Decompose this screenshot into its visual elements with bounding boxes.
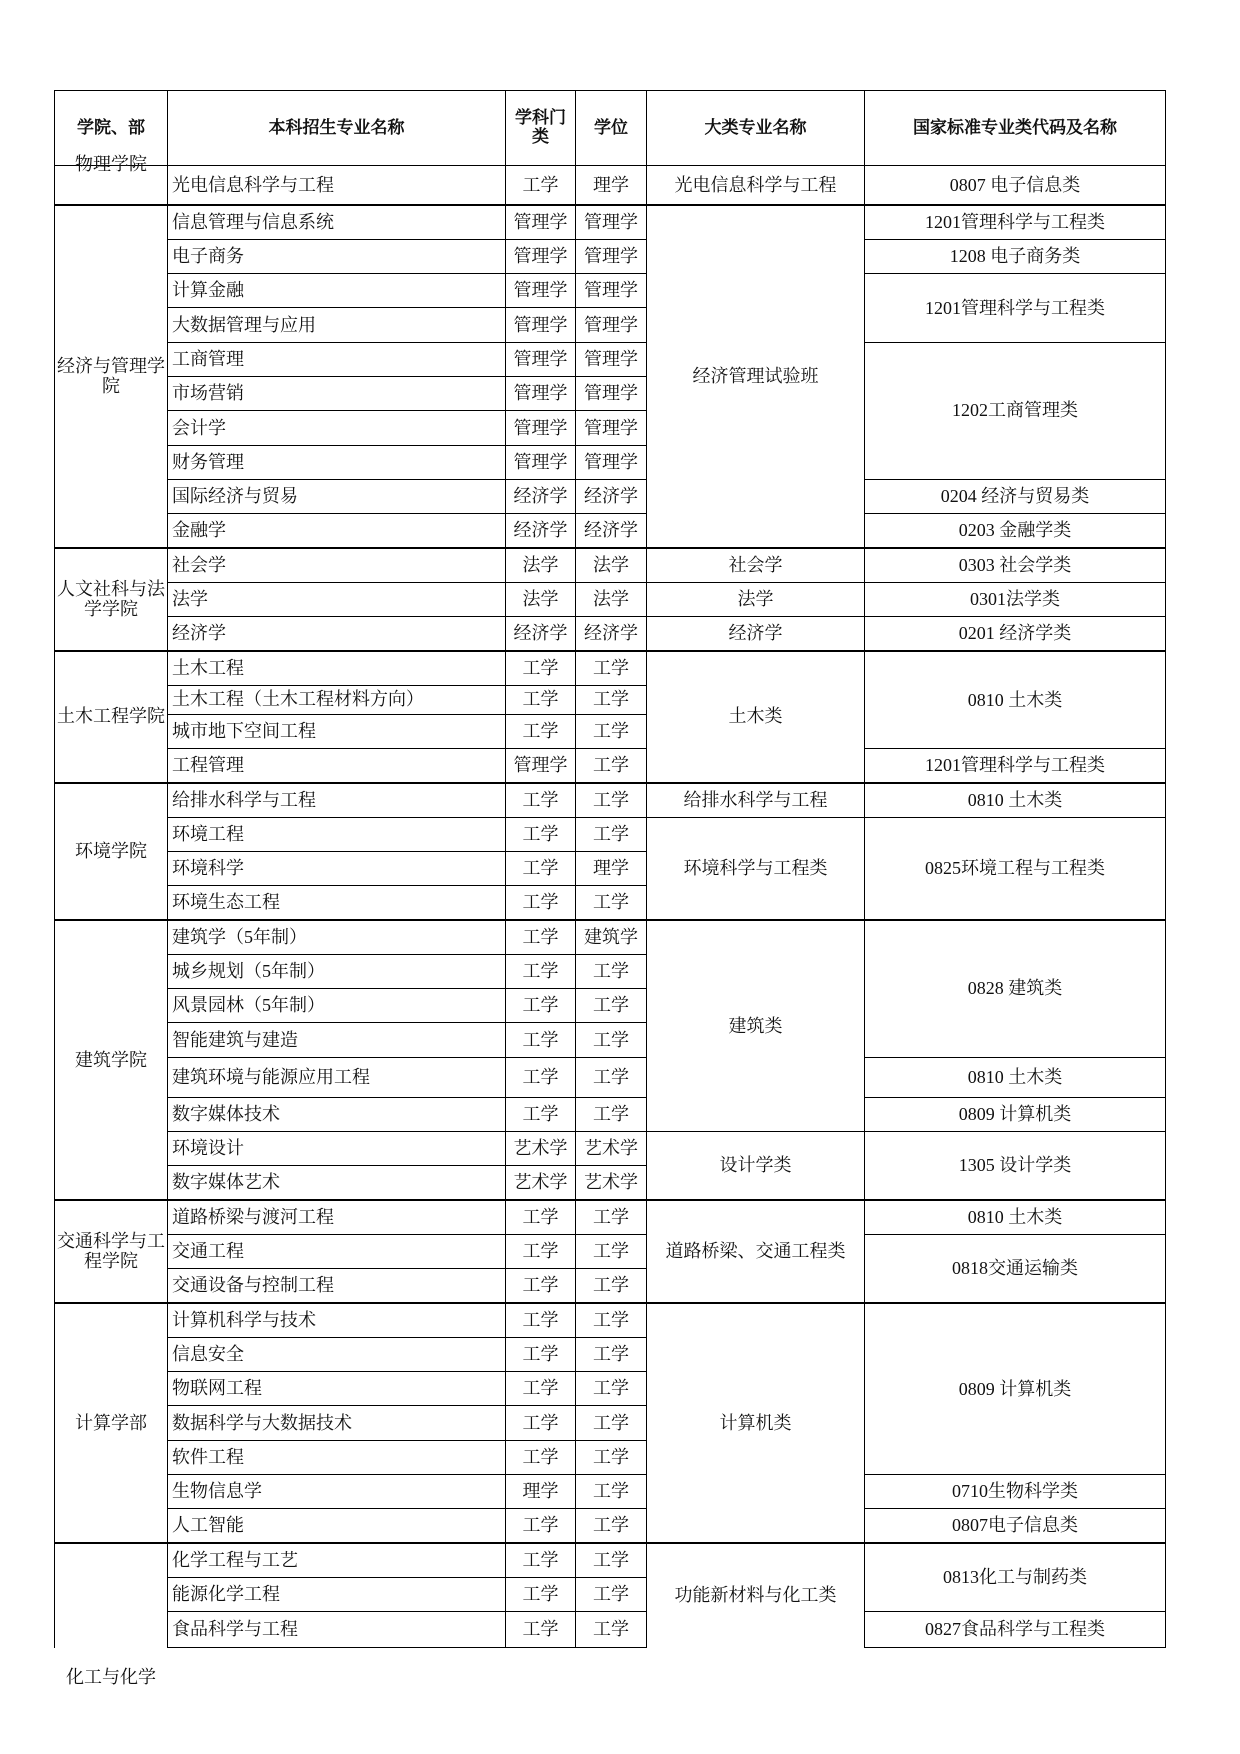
major-name: 人工智能 [168,1509,506,1543]
table-row [55,1474,1166,1508]
subject-category: 工学 [506,1543,576,1577]
major-name: 食品科学与工程 [168,1612,506,1648]
table-row [55,166,1166,206]
broad-major-name: 经济学 [647,617,865,651]
degree: 法学 [576,548,647,582]
subject-category: 理学 [506,1474,576,1508]
degree: 管理学 [576,274,647,308]
table-row [55,1200,1166,1234]
degree: 工学 [576,1337,647,1371]
table-row [55,274,1166,308]
degree: 工学 [576,1200,647,1234]
major-name: 交通设备与控制工程 [168,1269,506,1303]
subject-category: 工学 [506,1057,576,1097]
college-cell [55,1543,168,1687]
header-category: 学科门类 [506,91,576,166]
college-name: 土木工程学院 [57,706,165,727]
degree: 工学 [576,748,647,782]
subject-category: 管理学 [506,445,576,479]
major-name: 市场营销 [168,376,506,410]
table-row [55,1131,1166,1165]
major-name: 金融学 [168,514,506,548]
degree: 工学 [576,1577,647,1611]
national-code-name: 0203 金融学类 [865,514,1166,548]
major-name: 化学工程与工艺 [168,1543,506,1577]
table-row [55,783,1166,817]
degree: 工学 [576,1440,647,1474]
degree: 工学 [576,685,647,714]
table-row [55,1612,1166,1648]
subject-category: 工学 [506,685,576,714]
major-name: 数据科学与大数据技术 [168,1406,506,1440]
subject-category: 经济学 [506,514,576,548]
enrollment-table [54,90,1166,1687]
college-cell [55,920,168,1200]
degree: 经济学 [576,617,647,651]
major-name: 法学 [168,582,506,616]
degree: 工学 [576,783,647,817]
subject-category: 管理学 [506,342,576,376]
subject-category: 艺术学 [506,1131,576,1165]
national-code-name: 0710生物科学类 [865,1474,1166,1508]
major-name: 环境科学 [168,851,506,885]
header-college: 学院、部 [55,91,168,166]
college-cell [55,154,168,206]
national-code-name: 0301法学类 [865,582,1166,616]
major-name: 生物信息学 [168,1474,506,1508]
degree: 建筑学 [576,920,647,954]
header-national-code: 国家标准专业类代码及名称 [865,91,1166,166]
major-name: 大数据管理与应用 [168,308,506,342]
broad-major-name: 法学 [647,582,865,616]
college-cell [55,651,168,783]
degree: 管理学 [576,205,647,239]
subject-category: 工学 [506,1337,576,1371]
header-degree: 学位 [576,91,647,166]
subject-category: 工学 [506,1440,576,1474]
national-code-name: 0810 土木类 [865,1200,1166,1234]
subject-category: 管理学 [506,376,576,410]
major-name: 环境工程 [168,817,506,851]
header-major: 本科招生专业名称 [168,91,506,166]
major-name: 国际经济与贸易 [168,479,506,513]
subject-category: 工学 [506,1234,576,1268]
table-row [55,1543,1166,1577]
college-name: 物理学院 [75,154,147,174]
subject-category: 工学 [506,1303,576,1337]
degree: 管理学 [576,342,647,376]
table-row [55,1234,1166,1268]
table-row [55,651,1166,685]
subject-category: 管理学 [506,274,576,308]
degree: 经济学 [576,514,647,548]
degree: 工学 [576,714,647,748]
major-name: 电子商务 [168,239,506,273]
degree: 工学 [576,1097,647,1131]
major-name: 智能建筑与建造 [168,1023,506,1057]
degree: 工学 [576,1612,647,1648]
table-row [55,205,1166,239]
national-code-name: 0807 电子信息类 [865,166,1166,206]
major-name: 信息管理与信息系统 [168,205,506,239]
degree: 工学 [576,817,647,851]
subject-category: 经济学 [506,617,576,651]
degree: 法学 [576,582,647,616]
college-cell [55,1200,168,1303]
national-code-name: 0818交通运输类 [865,1234,1166,1303]
national-code-name: 1208 电子商务类 [865,239,1166,273]
subject-category: 工学 [506,886,576,920]
degree: 工学 [576,886,647,920]
national-code-name: 1201管理科学与工程类 [865,274,1166,343]
subject-category: 工学 [506,817,576,851]
broad-major-name: 土木类 [647,651,865,783]
degree: 工学 [576,1372,647,1406]
enrollment-table-container [54,90,1166,1687]
subject-category: 工学 [506,714,576,748]
table-row [55,817,1166,851]
subject-category: 管理学 [506,239,576,273]
major-name: 会计学 [168,411,506,445]
degree: 工学 [576,1023,647,1057]
national-code-name: 0204 经济与贸易类 [865,479,1166,513]
major-name: 计算金融 [168,274,506,308]
major-name: 经济学 [168,617,506,651]
major-name: 能源化学工程 [168,1577,506,1611]
header-broad-major: 大类专业名称 [647,91,865,166]
table-row [55,479,1166,513]
national-code-name: 0828 建筑类 [865,920,1166,1057]
major-name: 信息安全 [168,1337,506,1371]
college-name: 人文社科与法学学院 [57,578,165,620]
national-code-name: 0825环境工程与工程类 [865,817,1166,920]
subject-category: 经济学 [506,479,576,513]
major-name: 土木工程 [168,651,506,685]
subject-category: 工学 [506,1612,576,1648]
broad-major-name: 设计学类 [647,1131,865,1200]
degree: 工学 [576,1303,647,1337]
degree: 工学 [576,1509,647,1543]
subject-category: 管理学 [506,411,576,445]
subject-category: 工学 [506,1269,576,1303]
broad-major-name: 计算机类 [647,1303,865,1543]
table-row [55,239,1166,273]
major-name: 土木工程（土木工程材料方向） [168,685,506,714]
degree: 经济学 [576,479,647,513]
degree: 工学 [576,1234,647,1268]
subject-category: 工学 [506,920,576,954]
national-code-name: 0809 计算机类 [865,1097,1166,1131]
major-name: 工商管理 [168,342,506,376]
subject-category: 工学 [506,651,576,685]
college-name: 化工与化学 [66,1666,156,1687]
college-name: 环境学院 [75,841,147,861]
major-name: 城乡规划（5年制） [168,954,506,988]
subject-category: 工学 [506,851,576,885]
broad-major-name: 光电信息科学与工程 [647,166,865,206]
table-row [55,548,1166,582]
degree: 管理学 [576,376,647,410]
major-name: 社会学 [168,548,506,582]
degree: 艺术学 [576,1131,647,1165]
degree: 工学 [576,651,647,685]
broad-major-name: 环境科学与工程类 [647,817,865,920]
subject-category: 法学 [506,548,576,582]
national-code-name: 1201管理科学与工程类 [865,748,1166,782]
degree: 理学 [576,166,647,206]
major-name: 建筑学（5年制） [168,920,506,954]
national-code-name: 0810 土木类 [865,1057,1166,1097]
major-name: 物联网工程 [168,1372,506,1406]
national-code-name: 0827食品科学与工程类 [865,1612,1166,1648]
college-cell [55,548,168,651]
college-name: 经济与管理学院 [57,355,165,397]
table-body [55,154,1166,1687]
national-code-name: 0807电子信息类 [865,1509,1166,1543]
broad-major-name: 给排水科学与工程 [647,783,865,817]
major-name: 财务管理 [168,445,506,479]
degree: 工学 [576,989,647,1023]
major-name: 交通工程 [168,1234,506,1268]
degree: 管理学 [576,239,647,273]
major-name: 环境生态工程 [168,886,506,920]
degree: 工学 [576,1057,647,1097]
major-name: 光电信息科学与工程 [168,166,506,206]
subject-category: 工学 [506,954,576,988]
degree: 管理学 [576,308,647,342]
degree: 管理学 [576,445,647,479]
table-row [55,342,1166,376]
table-row [55,1303,1166,1337]
table-row [55,1509,1166,1543]
national-code-name: 0813化工与制药类 [865,1543,1166,1612]
degree: 工学 [576,954,647,988]
table-row [55,920,1166,954]
degree: 艺术学 [576,1166,647,1200]
subject-category: 工学 [506,1097,576,1131]
subject-category: 法学 [506,582,576,616]
subject-category: 工学 [506,783,576,817]
national-code-name: 0201 经济学类 [865,617,1166,651]
national-code-name: 0809 计算机类 [865,1303,1166,1474]
broad-major-name: 功能新材料与化工类 [647,1543,865,1648]
subject-category: 工学 [506,989,576,1023]
degree: 管理学 [576,411,647,445]
national-code-name: 0303 社会学类 [865,548,1166,582]
table-row [55,582,1166,616]
college-cell [55,783,168,920]
broad-major-name: 经济管理试验班 [647,205,865,548]
header-row [55,91,1166,166]
subject-category: 工学 [506,1577,576,1611]
table-row [55,617,1166,651]
national-code-name: 0810 土木类 [865,651,1166,749]
subject-category: 艺术学 [506,1166,576,1200]
broad-major-name: 社会学 [647,548,865,582]
degree: 工学 [576,1474,647,1508]
subject-category: 管理学 [506,748,576,782]
major-name: 工程管理 [168,748,506,782]
broad-major-name: 道路桥梁、交通工程类 [647,1200,865,1303]
national-code-name: 0810 土木类 [865,783,1166,817]
major-name: 数字媒体技术 [168,1097,506,1131]
subject-category: 管理学 [506,308,576,342]
subject-category: 工学 [506,1509,576,1543]
table-row [55,748,1166,782]
degree: 理学 [576,851,647,885]
table-row [55,514,1166,548]
national-code-name: 1202工商管理类 [865,342,1166,479]
degree: 工学 [576,1269,647,1303]
subject-category: 工学 [506,166,576,206]
major-name: 软件工程 [168,1440,506,1474]
major-name: 计算机科学与技术 [168,1303,506,1337]
college-cell [55,205,168,548]
broad-major-name: 建筑类 [647,920,865,1131]
subject-category: 工学 [506,1372,576,1406]
college-name: 计算学部 [75,1412,147,1433]
national-code-name: 1201管理科学与工程类 [865,205,1166,239]
college-name: 建筑学院 [75,1049,147,1070]
subject-category: 工学 [506,1200,576,1234]
table-row [55,1057,1166,1097]
subject-category: 工学 [506,1406,576,1440]
major-name: 环境设计 [168,1131,506,1165]
major-name: 城市地下空间工程 [168,714,506,748]
major-name: 数字媒体艺术 [168,1166,506,1200]
subject-category: 工学 [506,1023,576,1057]
subject-category: 管理学 [506,205,576,239]
major-name: 建筑环境与能源应用工程 [168,1057,506,1097]
table-row [55,1097,1166,1131]
college-cell [55,1303,168,1543]
major-name: 给排水科学与工程 [168,783,506,817]
national-code-name: 1305 设计学类 [865,1131,1166,1200]
degree: 工学 [576,1406,647,1440]
major-name: 道路桥梁与渡河工程 [168,1200,506,1234]
college-name: 交通科学与工程学院 [57,1230,165,1272]
major-name: 风景园林（5年制） [168,989,506,1023]
degree: 工学 [576,1543,647,1577]
